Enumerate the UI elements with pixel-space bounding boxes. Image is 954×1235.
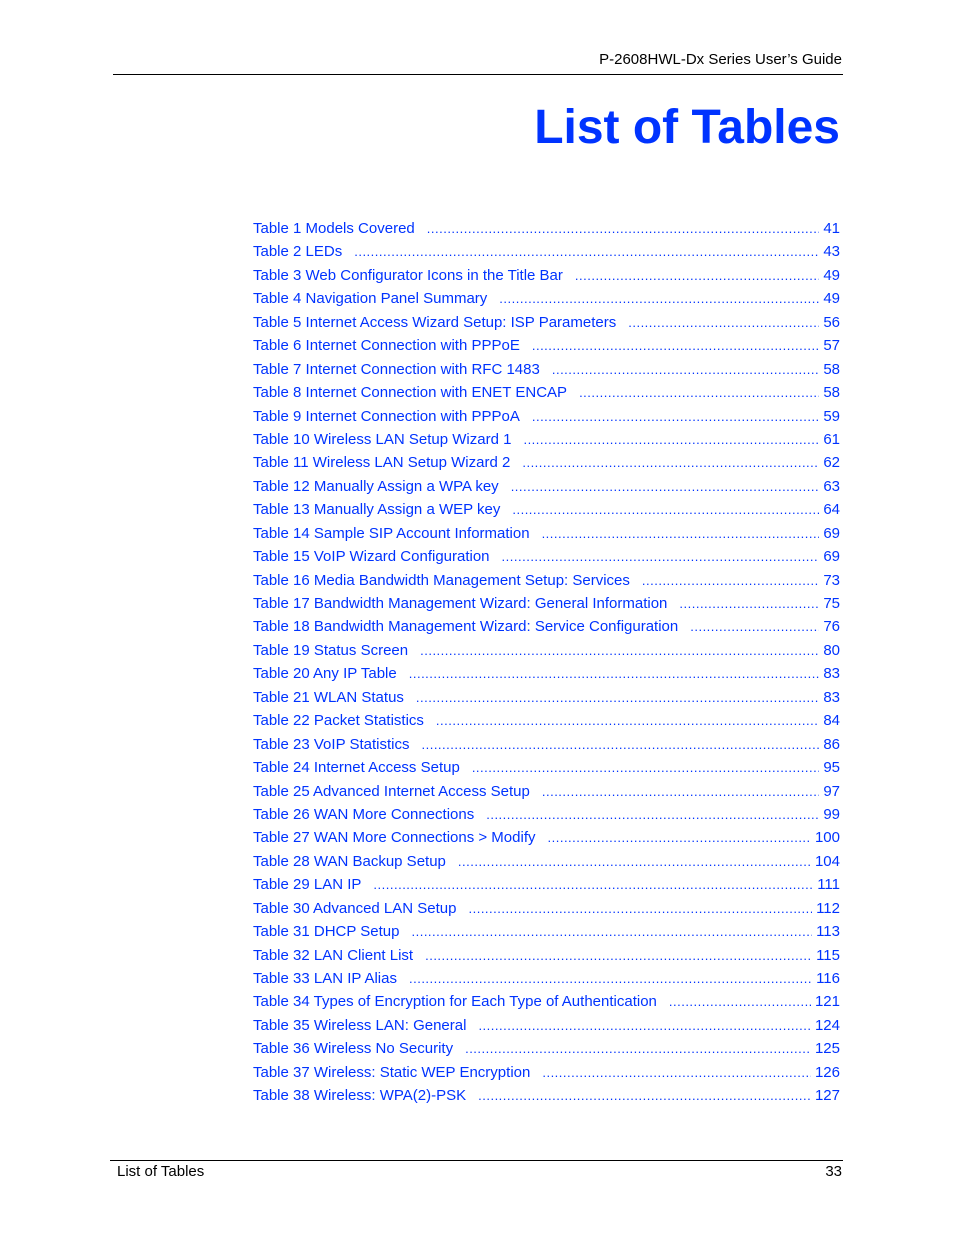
dot-leader [522,451,819,474]
toc-entry[interactable] [253,592,840,615]
toc-entry-label[interactable]: Table 25 Advanced Internet Access Setup [253,782,530,800]
toc-entry-page-number[interactable]: 49 [823,266,840,284]
toc-entry-page-number[interactable]: 121 [814,993,840,1011]
toc-entry-page-number[interactable]: 125 [814,1040,840,1058]
dot-leader [421,733,819,756]
toc-entry[interactable] [253,475,840,498]
toc-entry[interactable] [253,264,840,287]
toc-entry-page-number[interactable]: 113 [816,923,840,941]
toc-entry-page-number[interactable]: 73 [823,571,840,589]
dot-leader [411,920,812,943]
toc-entry[interactable] [253,358,840,381]
toc-entry-page-number[interactable]: 99 [823,805,840,823]
toc-entry-page-number[interactable]: 97 [823,782,840,800]
toc-entry-label[interactable]: Table 4 Navigation Panel Summary [253,290,488,308]
toc-entry-label[interactable]: Table 26 WAN More Connections [253,805,475,823]
toc-entry-page-number[interactable]: 64 [823,501,840,519]
dot-leader [542,1061,811,1084]
running-footer [110,1160,843,1185]
dot-leader [425,944,812,967]
toc-entry[interactable] [253,1061,840,1084]
toc-entry-label[interactable]: Table 24 Internet Access Setup [253,759,460,777]
toc-entry[interactable] [253,873,840,896]
toc-entry[interactable] [253,569,840,592]
footer-section-title: List of Tables [117,1163,205,1180]
toc-entry[interactable] [253,451,840,474]
page-title: List of Tables [534,101,840,154]
toc-entry-page-number[interactable]: 115 [816,946,840,964]
toc-entry-page-number[interactable]: 75 [823,595,840,612]
dot-leader [486,803,819,826]
toc-entry-page-number[interactable]: 69 [823,548,840,566]
dot-leader [420,639,819,662]
toc-entry-page-number[interactable]: 69 [823,524,840,542]
dot-leader [468,897,812,920]
toc-entry-page-number[interactable]: 80 [823,641,840,659]
toc-entry-page-number[interactable]: 84 [823,712,840,730]
dot-leader [542,780,819,803]
toc-entry-page-number[interactable]: 111 [817,876,840,894]
dot-leader [416,686,819,709]
toc-entry-label[interactable]: Table 5 Internet Access Wizard Setup: ISP Parameters [253,313,617,331]
table-of-contents [253,217,840,1108]
dot-leader [575,264,819,287]
dot-leader [373,873,813,896]
dot-leader [499,287,819,310]
toc-entry-page-number[interactable]: 49 [823,290,840,308]
toc-entry[interactable] [253,756,840,779]
toc-entry-label[interactable]: Table 31 DHCP Setup [253,923,400,941]
toc-entry-label[interactable]: Table 34 Types of Encryption for Each Type of Authentication [253,993,657,1011]
toc-entry-label[interactable]: Table 28 WAN Backup Setup [253,852,446,870]
toc-entry-page-number[interactable]: 58 [823,384,840,402]
footer-page-number: 33 [825,1163,842,1180]
toc-entry[interactable] [253,428,840,451]
toc-entry[interactable] [253,733,840,756]
dot-leader [512,498,819,521]
toc-entry-page-number[interactable]: 83 [823,665,840,683]
toc-entry[interactable] [253,967,840,990]
toc-entry-page-number[interactable]: 112 [816,899,840,917]
toc-entry[interactable] [253,381,840,404]
toc-entry[interactable] [253,334,840,357]
toc-entry-page-number[interactable]: 63 [823,477,840,495]
toc-entry[interactable] [253,803,840,826]
dot-leader [523,428,819,451]
toc-entry-label[interactable]: Table 21 WLAN Status [253,688,404,706]
toc-entry[interactable] [253,780,840,803]
toc-entry[interactable] [253,498,840,521]
dot-leader [532,334,819,357]
toc-entry-label[interactable]: Table 12 Manually Assign a WPA key [253,477,499,495]
dot-leader [436,709,819,732]
toc-entry-page-number[interactable]: 116 [816,970,840,987]
toc-entry[interactable] [253,1084,840,1107]
toc-entry-label[interactable]: Table 32 LAN Client List [253,946,414,964]
dot-leader [458,850,811,873]
toc-entry-page-number[interactable]: 62 [823,454,840,472]
toc-entry-label[interactable]: Table 11 Wireless LAN Setup Wizard 2 [253,454,511,472]
toc-entry-page-number[interactable]: 100 [814,829,840,847]
dot-leader [579,381,819,404]
dot-leader [354,240,819,263]
toc-entry[interactable] [253,311,840,334]
toc-entry-label[interactable]: Table 13 Manually Assign a WEP key [253,501,501,519]
toc-entry[interactable] [253,1014,840,1037]
toc-entry-label[interactable]: Table 14 Sample SIP Account Information [253,524,530,542]
dot-leader [511,475,820,498]
toc-entry-page-number[interactable]: 86 [823,735,840,753]
toc-entry-label[interactable]: Table 7 Internet Connection with RFC 1483 [253,360,540,378]
dot-leader [542,522,820,545]
toc-entry-page-number[interactable]: 57 [823,337,840,355]
toc-entry[interactable] [253,615,840,638]
toc-entry-page-number[interactable]: 127 [814,1087,840,1105]
dot-leader [628,311,819,334]
dot-leader [472,756,820,779]
toc-entry[interactable] [253,944,840,967]
toc-entry-label[interactable]: Table 20 Any IP Table [253,665,397,683]
toc-entry-label[interactable]: Table 15 VoIP Wizard Configuration [253,548,490,566]
toc-entry[interactable] [253,920,840,943]
toc-entry-label[interactable]: Table 8 Internet Connection with ENET ENCAP [253,384,568,402]
toc-entry-page-number[interactable]: 126 [814,1063,840,1081]
toc-entry-label[interactable]: Table 3 Web Configurator Icons in the Title Bar [253,266,563,284]
toc-entry-label[interactable]: Table 38 Wireless: WPA(2)-PSK [253,1087,467,1105]
toc-entry-label[interactable]: Table 19 Status Screen [253,641,409,659]
dot-leader [548,826,811,849]
toc-entry-page-number[interactable]: 83 [823,688,840,706]
toc-entry-page-number[interactable]: 43 [823,243,840,261]
dot-leader [642,569,819,592]
toc-entry-page-number[interactable]: 76 [823,618,840,636]
dot-leader [478,1014,811,1037]
toc-entry-page-number[interactable]: 95 [823,759,840,777]
toc-entry[interactable] [253,545,840,568]
toc-entry-label[interactable]: Table 30 Advanced LAN Setup [253,899,457,917]
toc-entry-page-number[interactable]: 59 [823,407,840,425]
toc-entry-label[interactable]: Table 29 LAN IP [253,876,362,894]
toc-entry-label[interactable]: Table 10 Wireless LAN Setup Wizard 1 [253,430,512,448]
toc-entry-label[interactable]: Table 17 Bandwidth Management Wizard: General Information [253,595,668,612]
dot-leader [502,545,820,568]
toc-entry-label[interactable]: Table 23 VoIP Statistics [253,735,410,753]
toc-entry-label[interactable]: Table 18 Bandwidth Management Wizard: Service Configuration [253,618,679,636]
toc-entry[interactable] [253,709,840,732]
dot-leader [669,990,811,1013]
toc-entry-page-number[interactable]: 41 [823,220,840,237]
toc-entry[interactable] [253,1037,840,1060]
toc-entry-label[interactable]: Table 35 Wireless LAN: General [253,1016,467,1034]
toc-entry[interactable] [253,639,840,662]
toc-entry[interactable] [253,850,840,873]
dot-leader [532,405,819,428]
running-header [113,50,843,75]
toc-entry[interactable] [253,522,840,545]
toc-entry-page-number[interactable]: 61 [823,430,840,448]
toc-entry-label[interactable]: Table 1 Models Covered [253,220,415,237]
dot-leader [409,967,812,990]
toc-entry[interactable] [253,990,840,1013]
dot-leader [427,217,820,240]
toc-entry[interactable] [253,662,840,685]
toc-entry-page-number[interactable]: 124 [814,1016,840,1034]
toc-entry[interactable] [253,405,840,428]
toc-entry-page-number[interactable]: 104 [814,852,840,870]
toc-entry-label[interactable]: Table 33 LAN IP Alias [253,970,397,987]
toc-entry-page-number[interactable]: 58 [823,360,840,378]
toc-entry[interactable] [253,686,840,709]
toc-entry-label[interactable]: Table 6 Internet Connection with PPPoE [253,337,520,355]
toc-entry[interactable] [253,826,840,849]
guide-title: P-2608HWL-Dx Series User’s Guide [599,51,842,68]
toc-entry[interactable] [253,287,840,310]
toc-entry-label[interactable]: Table 36 Wireless No Security [253,1040,454,1058]
toc-entry-label[interactable]: Table 16 Media Bandwidth Management Setup: Services [253,571,630,589]
dot-leader [552,358,819,381]
dot-leader [679,592,819,615]
toc-entry-label[interactable]: Table 22 Packet Statistics [253,712,424,730]
toc-entry-label[interactable]: Table 2 LEDs [253,243,343,261]
dot-leader [465,1037,811,1060]
toc-entry-label[interactable]: Table 37 Wireless: Static WEP Encryption [253,1063,531,1081]
dot-leader [690,615,819,638]
dot-leader [409,662,820,685]
toc-entry-label[interactable]: Table 9 Internet Connection with PPPoA [253,407,520,425]
toc-entry[interactable] [253,240,840,263]
toc-entry[interactable] [253,897,840,920]
toc-entry-label[interactable]: Table 27 WAN More Connections > Modify [253,829,536,847]
toc-entry[interactable] [253,217,840,240]
dot-leader [478,1084,811,1107]
toc-entry-page-number[interactable]: 56 [823,313,840,331]
